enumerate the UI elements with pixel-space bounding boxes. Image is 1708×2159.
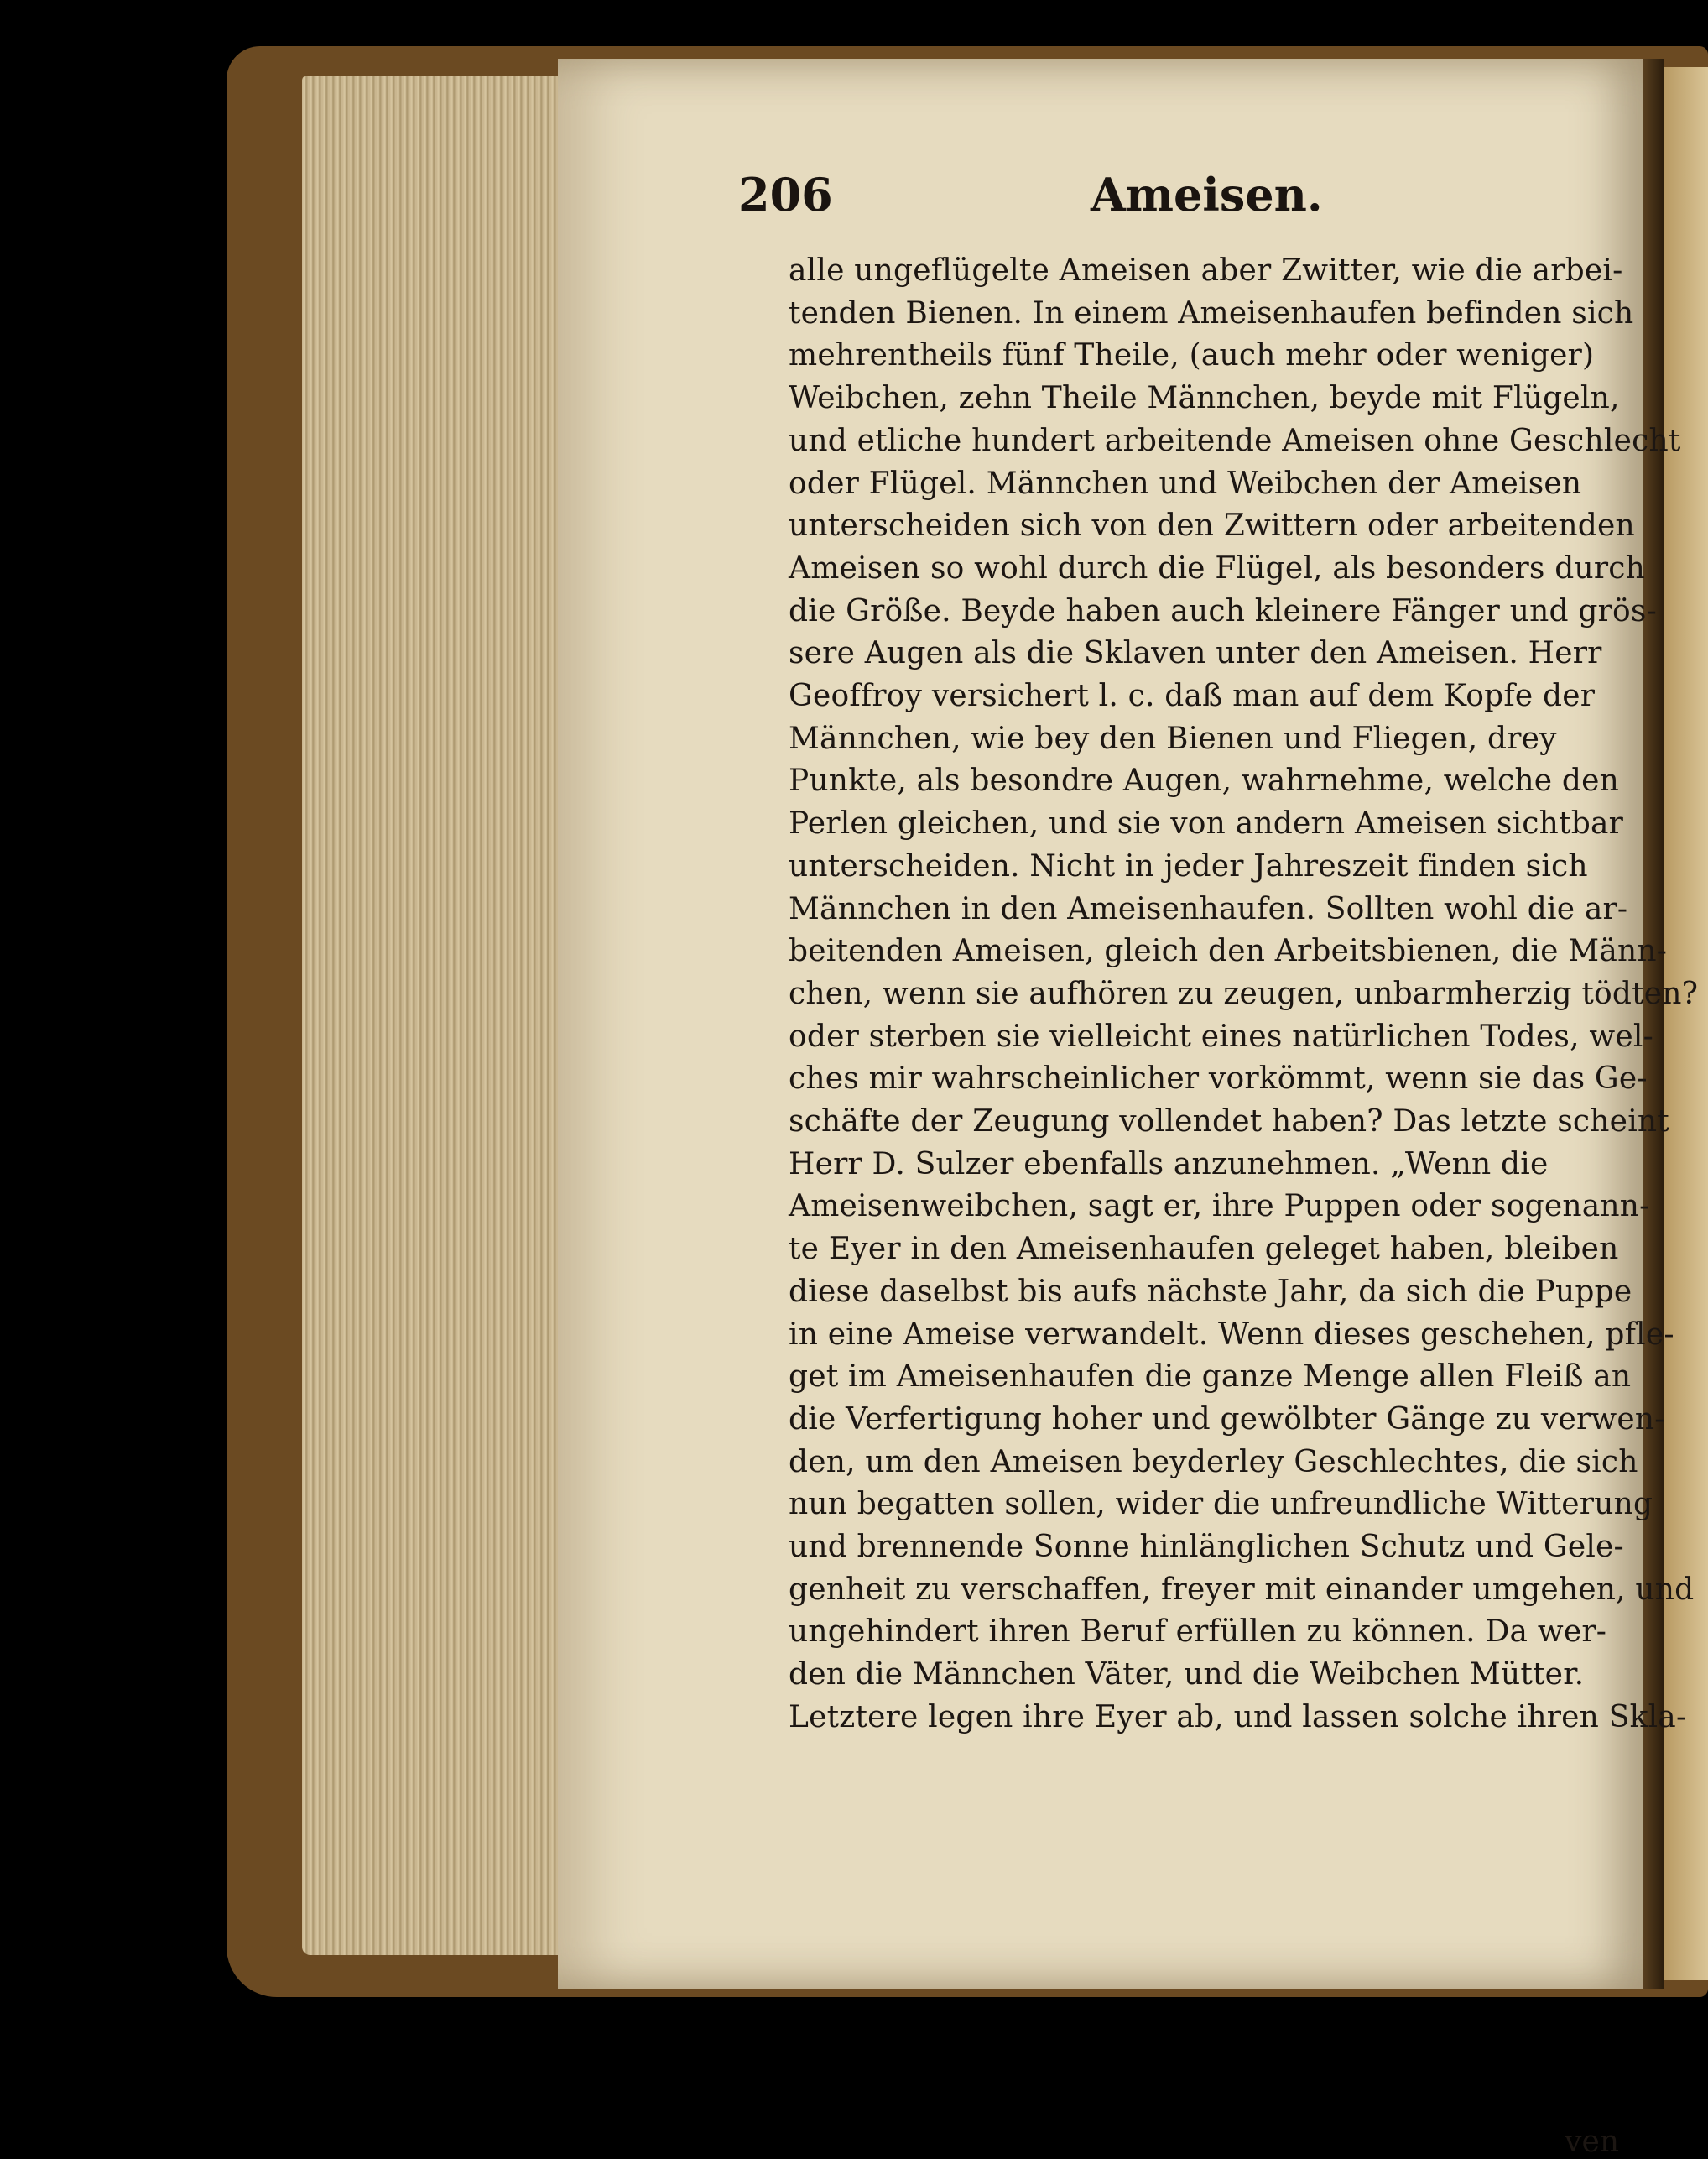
text-line: sere Augen als die Sklaven unter den Ameisen. Herr: [789, 636, 1602, 671]
text-line: get im Ameisenhaufen die ganze Menge allen Fleiß an: [789, 1359, 1632, 1395]
page-number: 206: [738, 168, 833, 222]
page-edges: [302, 76, 562, 1955]
text-line: tenden Bienen. In einem Ameisenhaufen befinden sich: [789, 295, 1634, 331]
text-line: den die Männchen Väter, und die Weibchen Mütter.: [789, 1657, 1585, 1692]
text-line: beitenden Ameisen, gleich den Arbeitsbienen, die Männ-: [789, 934, 1668, 969]
text-line: Männchen in den Ameisenhaufen. Sollten wohl die ar-: [789, 891, 1628, 926]
text-line: in eine Ameise verwandelt. Wenn dieses geschehen, pfle-: [789, 1317, 1674, 1352]
running-title: Ameisen.: [1091, 168, 1323, 222]
facing-page-edge: [1664, 67, 1708, 1980]
text-line: schäfte der Zeugung vollendet haben? Das letzte scheint: [789, 1104, 1669, 1139]
text-line: oder Flügel. Männchen und Weibchen der Ameisen: [789, 466, 1582, 501]
text-line: und brennende Sonne hinlänglichen Schutz und Gele-: [789, 1530, 1624, 1564]
catchword: ven: [1565, 2125, 1619, 2159]
text-line: ungehindert ihren Beruf erfüllen zu können. Da wer-: [789, 1614, 1607, 1650]
text-line: mehrentheils fünf Theile, (auch mehr oder weniger): [789, 338, 1595, 373]
text-line: te Eyer in den Ameisenhaufen geleget haben, bleiben: [789, 1232, 1619, 1267]
text-line: diese daselbst bis aufs nächste Jahr, da sich die Puppe: [789, 1274, 1632, 1309]
text-line: Punkte, als besondre Augen, wahrnehme, welche den: [789, 764, 1619, 799]
text-line: alle ungeflügelte Ameisen aber Zwitter, wie die arbei-: [789, 253, 1623, 288]
text-line: Geoffroy versichert l. c. daß man auf dem Kopfe der: [789, 679, 1596, 713]
text-line: Herr D. Sulzer ebenfalls anzunehmen. „Wenn die: [789, 1146, 1549, 1181]
text-line: genheit zu verschaffen, freyer mit einander umgehen, und: [789, 1572, 1695, 1607]
page-header: [738, 168, 1619, 227]
text-line: und etliche hundert arbeitende Ameisen ohne Geschlecht: [789, 423, 1681, 458]
text-line: Weibchen, zehn Theile Männchen, beyde mit Flügeln,: [789, 381, 1620, 416]
text-line: die Größe. Beyde haben auch kleinere Fänger und grös-: [789, 593, 1657, 628]
text-line: chen, wenn sie aufhören zu zeugen, unbarmherzig tödten?: [789, 976, 1699, 1011]
text-line: Letztere legen ihre Eyer ab, und lassen solche ihren Skla-: [789, 1699, 1687, 1734]
text-line: die Verfertigung hoher und gewölbter Gänge zu verwen-: [789, 1401, 1665, 1437]
text-line: Ameisenweibchen, sagt er, ihre Puppen oder sogenann-: [789, 1189, 1650, 1224]
text-line: Perlen gleichen, und sie von andern Ameisen sichtbar: [789, 806, 1624, 842]
text-line: unterscheiden sich von den Zwittern oder arbeitenden: [789, 508, 1635, 544]
text-line: Ameisen so wohl durch die Flügel, als besonders durch: [789, 550, 1645, 586]
text-line: nun begatten sollen, wider die unfreundliche Witterung: [789, 1487, 1653, 1522]
text-line: ches mir wahrscheinlicher vorkömmt, wenn sie das Ge-: [789, 1061, 1648, 1097]
text-line: oder sterben sie vielleicht eines natürlichen Todes, wel-: [789, 1019, 1653, 1054]
text-line: Männchen, wie bey den Bienen und Fliegen, drey: [789, 721, 1557, 756]
text-line: den, um den Ameisen beyderley Geschlechtes, die sich: [789, 1444, 1638, 1479]
text-line: unterscheiden. Nicht in jeder Jahreszeit finden sich: [789, 848, 1588, 884]
